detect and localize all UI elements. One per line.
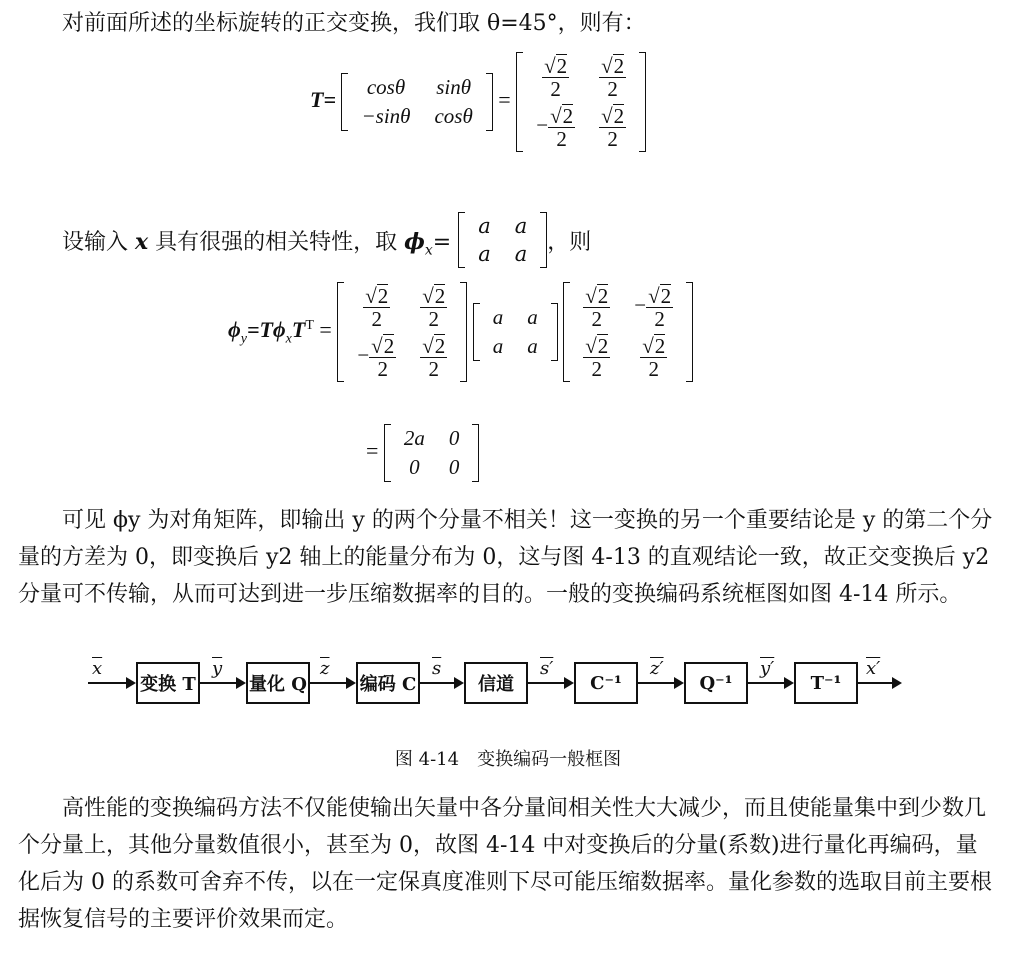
- diagram-arrow: [748, 682, 792, 684]
- diagram-box: 变换 T: [136, 662, 200, 704]
- eq2-m3-cell: $\frac{√2}{2}$: [585, 334, 609, 382]
- line2-sub: x: [424, 242, 433, 259]
- eq2-matrix-3: [563, 282, 693, 382]
- phix-cell: a: [514, 214, 528, 238]
- line2-c: =: [432, 230, 452, 255]
- diagram-signal: $\overline{z}$: [320, 658, 330, 679]
- line2-d: ，则: [547, 230, 592, 255]
- eq2-m1-cell: $\frac{√2}{2}$: [422, 284, 446, 332]
- diagram-arrow: [88, 682, 134, 684]
- eq2-m2-cell: a: [492, 305, 504, 330]
- eq2-t-sup: T: [305, 317, 314, 333]
- diagram-signal: z′: [650, 658, 664, 679]
- eq2-equals: =: [319, 317, 332, 343]
- line2-x: x: [135, 229, 149, 255]
- eq1-lhs: T=: [310, 87, 336, 113]
- eq2-m1-cell: − $\frac{√2}{2}$: [357, 334, 395, 382]
- diagram-signal: $\overline{s}$: [432, 658, 442, 679]
- diagram-arrow: [858, 682, 900, 684]
- eq2-mid-sub: x: [285, 331, 292, 347]
- diagram-arrow: [528, 682, 572, 684]
- eq2-result-cell: 0: [448, 426, 460, 450]
- diagram-box: 信道: [464, 662, 528, 704]
- phix-cell: a: [514, 242, 528, 266]
- figure-caption: 图 4-14 变换编码一般框图: [394, 749, 622, 770]
- diagram-arrow: [638, 682, 682, 684]
- phix-cell: a: [478, 214, 491, 238]
- eq2-m2-cell: a: [527, 334, 538, 359]
- diagram-arrow: [420, 682, 462, 684]
- eq1-m2-cell: $\frac{√2}{2}$: [601, 104, 625, 152]
- diagram-box: Q⁻¹: [684, 662, 748, 704]
- eq1-m2-cell: $\frac{√2}{2}$: [544, 54, 568, 102]
- eq1-m2-cell: − $\frac{√2}{2}$: [536, 104, 574, 152]
- eq1-m1-cell: cosθ: [366, 75, 406, 100]
- diagram-box: C⁻¹: [574, 662, 638, 704]
- eq1-matrix-sqrt: [516, 52, 646, 152]
- eq2-m1-cell: $\frac{√2}{2}$: [365, 284, 389, 332]
- diagram-box: T⁻¹: [794, 662, 858, 704]
- eq2-m3-cell: $\frac{√2}{2}$: [642, 334, 666, 382]
- eq2-result-cell: 0: [448, 455, 460, 479]
- eq2-mid: =Tϕ: [246, 317, 286, 343]
- eq2-m3-cell: − $\frac{√2}{2}$: [634, 284, 672, 332]
- eq1-m2-cell: $\frac{√2}{2}$: [601, 54, 625, 102]
- diagram-signal: x′: [866, 658, 881, 679]
- line2-a: 设输入: [62, 230, 135, 255]
- diagram-signal: $\overline{x}$: [92, 658, 103, 679]
- diagram-arrow: [200, 682, 244, 684]
- diagram-signal: y′: [760, 658, 775, 679]
- line-phi-x: [62, 214, 592, 268]
- eq2-matrix-2: [473, 303, 558, 361]
- eq2-m2-cell: a: [492, 334, 504, 359]
- line2-b: 具有很强的相关特性，取: [148, 230, 405, 255]
- eq2-matrix-1: [337, 282, 467, 382]
- diagram-signal: s′: [540, 658, 554, 679]
- line2-phi: ϕ: [404, 229, 425, 255]
- eq1-equals: =: [498, 87, 511, 113]
- diagram-arrow: [310, 682, 354, 684]
- eq2-result-cell: 2a: [403, 426, 425, 450]
- eq2-result-cell: 0: [409, 455, 420, 479]
- eq2-lhs: ϕ: [228, 317, 241, 343]
- equation-T: [310, 52, 646, 152]
- diagram-box: 编码 C: [356, 662, 420, 704]
- paragraph-diagonal: 可见 ϕy 为对角矩阵，即输出 y 的两个分量不相关！这一变换的另一个重要结论是 y 的第二个分量的方差为 0，即变换后 y2 轴上的能量分布为 0，这与图 4-13 的直观结论一致，故正交变换后 y2 分量可不传输，从而可达到进一步压缩数据率的目的。一般的变换编码系统框图如图 4-14 所示。: [18, 508, 993, 607]
- phix-cell: a: [478, 242, 491, 266]
- equation-result: [366, 424, 479, 482]
- diagram-box: 量化 Q: [246, 662, 310, 704]
- eq1-m1-cell: sinθ: [436, 75, 472, 100]
- eq1-m1-cell: −sinθ: [361, 104, 411, 129]
- eq2-m3-cell: $\frac{√2}{2}$: [585, 284, 609, 332]
- paragraph-performance: 高性能的变换编码方法不仅能使输出矢量中各分量间相关性大大减少，而且使能量集中到少数几个分量上，其他分量数值很小，甚至为 0，故图 4-14 中对变换后的分量(系数)进行量化再编码，量化后为 0 的系数可舍弃不传，以在一定保真度准则下尽可能压缩数据率。量化参数的选取目前主要根据恢复信号的主要评价效果而定。: [18, 796, 992, 932]
- intro-line: 对前面所述的坐标旋转的正交变换，我们取 θ=45°，则有：: [62, 11, 646, 36]
- eq2-result-matrix: [384, 424, 480, 482]
- equation-phi-y: [228, 282, 693, 382]
- diagram-signal: $\overline{y}$: [212, 658, 223, 679]
- eq2-t: T: [291, 317, 306, 343]
- block-diagram: [0, 656, 1016, 726]
- eq2-m2-cell: a: [527, 305, 538, 330]
- eq2-m1-cell: $\frac{√2}{2}$: [422, 334, 446, 382]
- eq2-result-equals: =: [366, 438, 379, 464]
- eq1-m1-cell: cosθ: [434, 104, 473, 129]
- phix-matrix: [458, 212, 547, 268]
- eq1-matrix-cos: [341, 73, 492, 131]
- eq2-lhs-sub: y: [240, 331, 247, 347]
